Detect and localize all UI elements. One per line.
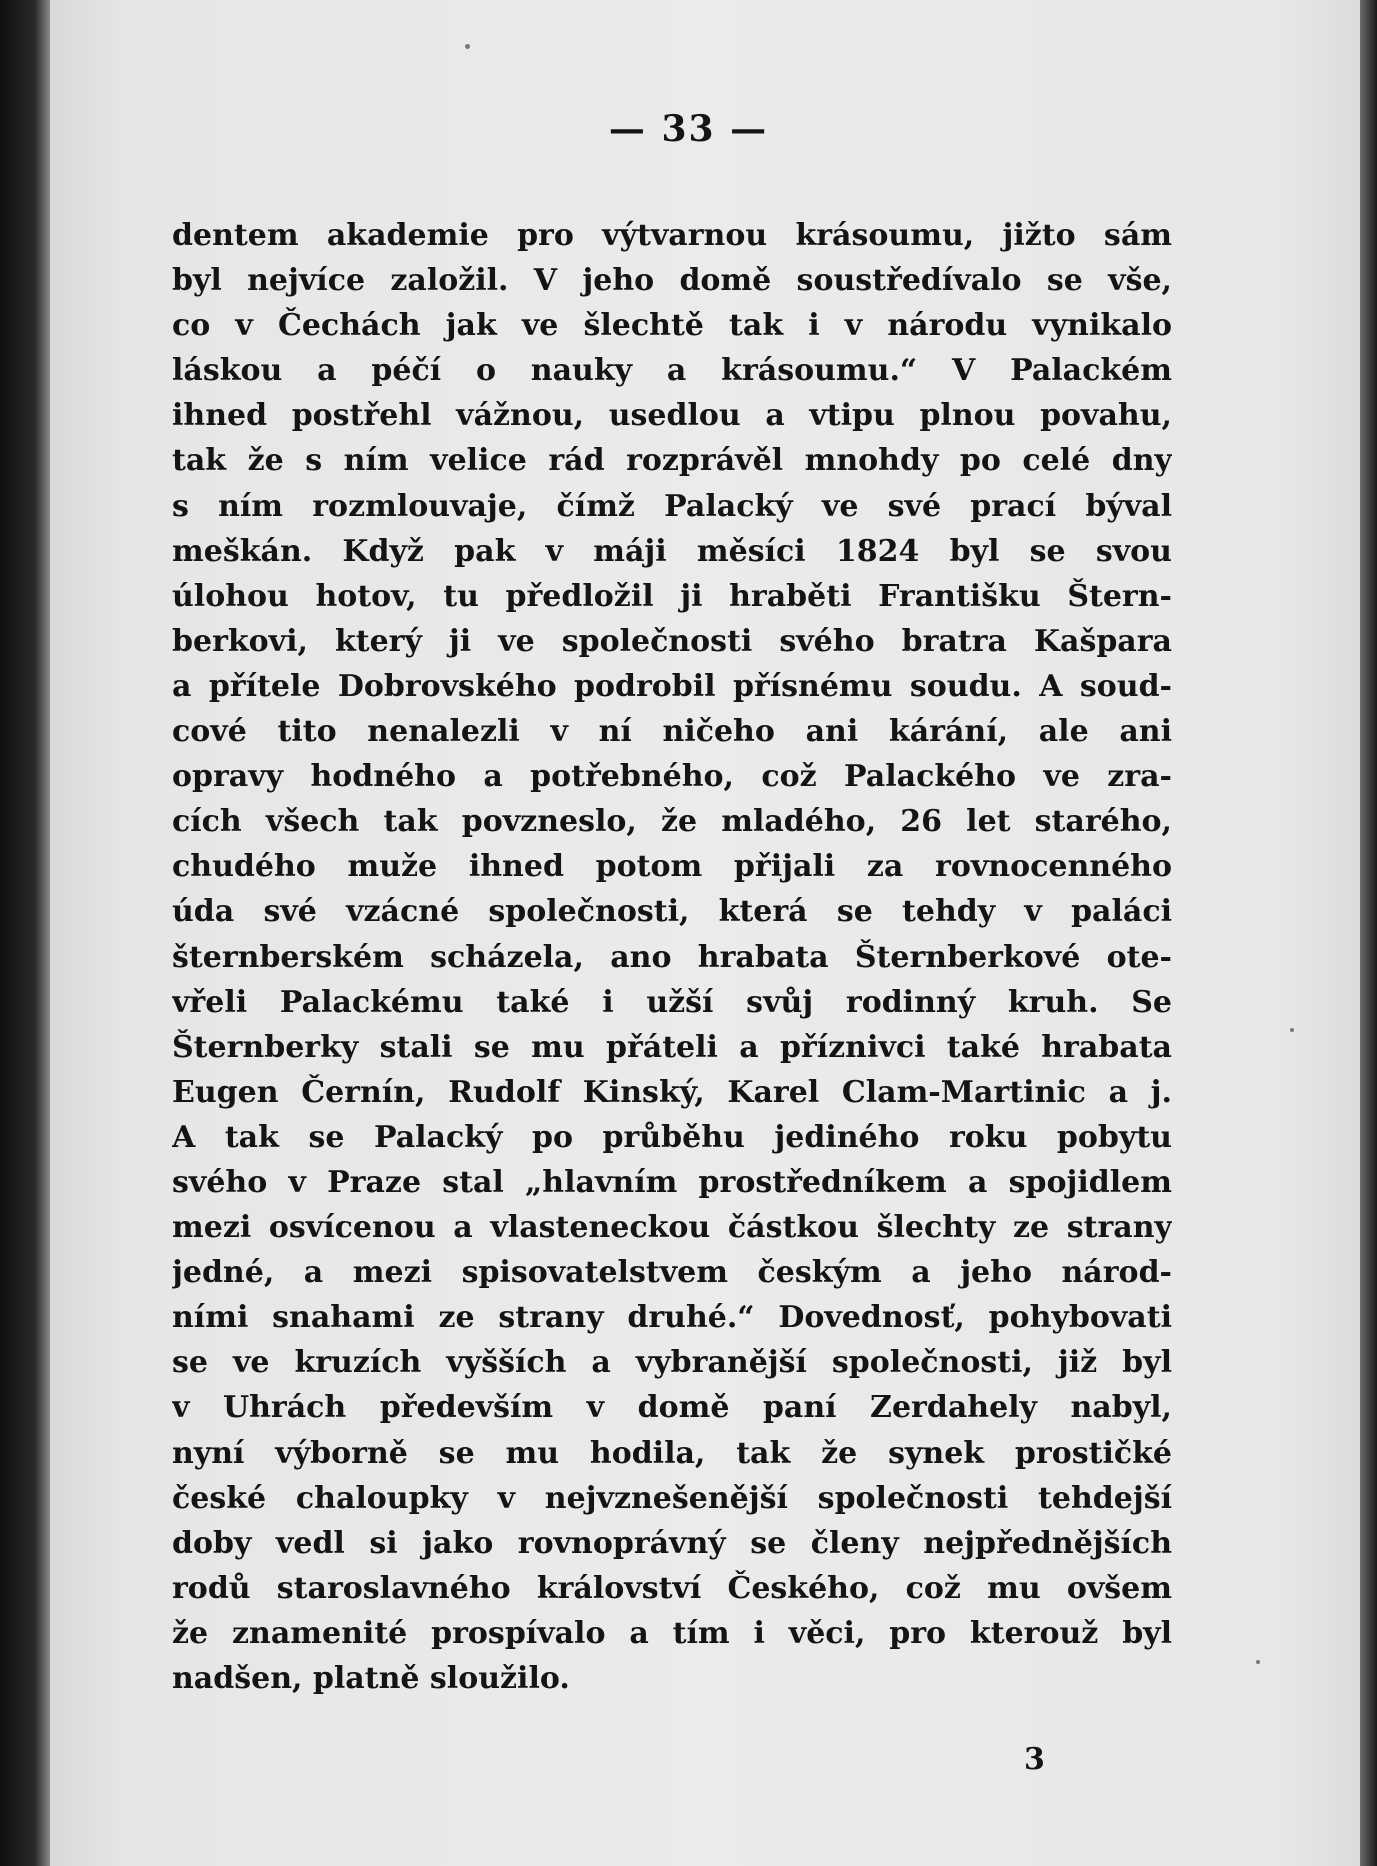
text-line: Eugen Černín, Rudolf Kinský, Karel Clam-Martinic a j. [172, 1074, 1172, 1110]
text-line: tak že s ním velice rád rozprávěl mnohdy po celé dny [172, 443, 1172, 479]
page-edge-right [1360, 0, 1377, 1866]
text-line: láskou a péčí o nauky a krásoumu.“ V Palackém [172, 353, 1172, 389]
text-line: berkovi, který ji ve společnosti svého bratra Kašpara [172, 623, 1172, 659]
text-line: a přítele Dobrovského podrobil přísnému soudu. A soud- [172, 668, 1172, 704]
paper-speck [1290, 1028, 1294, 1032]
text-line: šternberském scházela, ano hrabata Šternberkové ote- [172, 939, 1172, 975]
text-line: české chaloupky v nejvznešenější společnosti tehdejší [172, 1480, 1172, 1516]
text-line: doby vedl si jako rovnoprávný se členy nejpřednějších [172, 1525, 1172, 1561]
signature-mark: 3 [1024, 1742, 1045, 1777]
text-line: dentem akademie pro výtvarnou krásoumu, jižto sám [172, 218, 1172, 253]
text-line: úda své vzácné společnosti, která se tehdy v paláci [172, 894, 1172, 930]
text-line: ními snahami ze strany druhé.“ Dovednosť, pohybovati [172, 1300, 1172, 1336]
text-line: rodů staroslavného království Českého, což mu ovšem [172, 1570, 1172, 1606]
text-line: s ním rozmlouvaje, čímž Palacký ve své prací býval [172, 488, 1172, 524]
text-line: ihned postřehl vážnou, usedlou a vtipu plnou povahu, [172, 398, 1172, 434]
paper-speck [465, 44, 470, 49]
text-line: nadšen, platně sloužilo. [172, 1661, 570, 1696]
text-line: A tak se Palacký po průběhu jediného roku pobytu [172, 1119, 1172, 1155]
text-line: mezi osvícenou a vlasteneckou částkou šlechty ze strany [172, 1210, 1172, 1246]
text-line: Šternberky stali se mu přáteli a příznivci také hrabata [172, 1029, 1172, 1065]
text-line: cové tito nenalezli v ní ničeho ani kárání, ale ani [172, 714, 1172, 750]
text-line: chudého muže ihned potom přijali za rovnocenného [172, 849, 1172, 885]
text-line: svého v Praze stal „hlavním prostředníkem a spojidlem [172, 1164, 1172, 1200]
text-line: nyní výborně se mu hodila, tak že synek prostičké [172, 1435, 1172, 1471]
text-line: jedné, a mezi spisovatelstvem českým a jeho národ- [172, 1255, 1172, 1291]
text-line: byl nejvíce založil. V jeho domě soustředívalo se vše, [172, 263, 1172, 299]
text-line: úlohou hotov, tu předložil ji hraběti Františku Štern- [172, 578, 1172, 614]
text-line: v Uhrách především v domě paní Zerdahely nabyl, [172, 1390, 1172, 1426]
page-number: — 33 — [608, 108, 769, 150]
body-text [172, 213, 1172, 1701]
text-line: že znamenité prospívalo a tím i věci, pro kterouž byl [172, 1615, 1172, 1651]
text-line: meškán. Když pak v máji měsíci 1824 byl se svou [172, 533, 1172, 569]
text-line: vřeli Palackému také i užší svůj rodinný kruh. Se [172, 984, 1172, 1020]
text-line: opravy hodného a potřebného, což Palackého ve zra- [172, 759, 1172, 795]
text-line: cích všech tak povzneslo, že mladého, 26 let starého, [172, 804, 1172, 840]
paper-speck [1256, 1660, 1260, 1664]
binding-shadow-left [0, 0, 50, 1866]
text-line: se ve kruzích vyšších a vybranější společnosti, již byl [172, 1345, 1172, 1381]
text-line: co v Čechách jak ve šlechtě tak i v národu vynikalo [172, 308, 1172, 344]
